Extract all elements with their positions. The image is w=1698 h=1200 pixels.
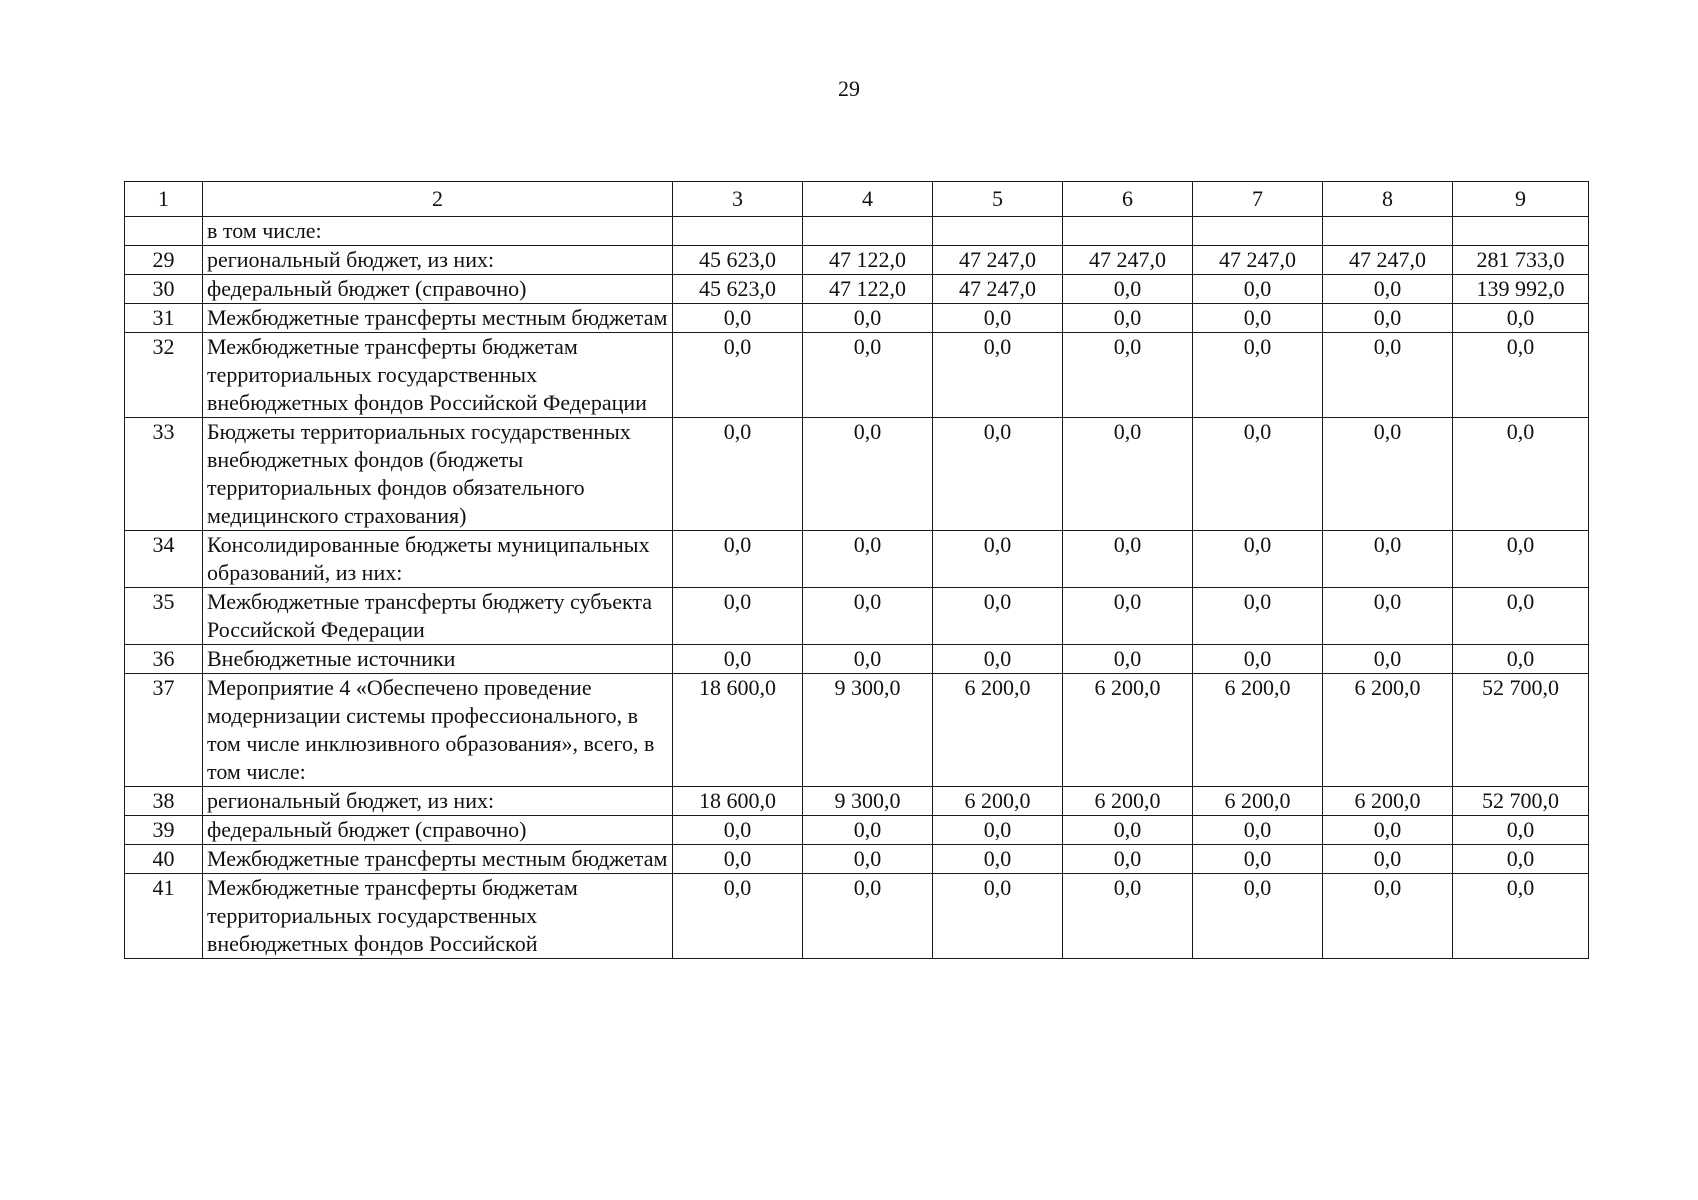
row-value-col-9: 52 700,0 <box>1453 674 1589 787</box>
column-header: 7 <box>1193 182 1323 217</box>
row-value-col-5: 0,0 <box>933 418 1063 531</box>
table-row <box>125 333 1589 418</box>
row-value-col-5: 0,0 <box>933 816 1063 845</box>
table-row <box>125 674 1589 787</box>
row-value-col-5: 6 200,0 <box>933 787 1063 816</box>
row-value-col-8: 6 200,0 <box>1323 674 1453 787</box>
row-value-col-5: 47 247,0 <box>933 246 1063 275</box>
table-row <box>125 874 1589 959</box>
row-number: 35 <box>125 588 203 645</box>
row-value-col-8: 0,0 <box>1323 845 1453 874</box>
table-row <box>125 787 1589 816</box>
row-name: Межбюджетные трансферты местным бюджетам <box>203 304 673 333</box>
row-value-col-3: 0,0 <box>673 845 803 874</box>
row-value-col-3: 0,0 <box>673 304 803 333</box>
row-value-col-4: 0,0 <box>803 418 933 531</box>
table-row <box>125 588 1589 645</box>
table-row <box>125 845 1589 874</box>
row-value-col-9: 139 992,0 <box>1453 275 1589 304</box>
row-value-col-4: 0,0 <box>803 588 933 645</box>
table-row <box>125 275 1589 304</box>
row-number: 31 <box>125 304 203 333</box>
row-number: 39 <box>125 816 203 845</box>
row-value-col-8: 0,0 <box>1323 418 1453 531</box>
row-value-col-4: 0,0 <box>803 845 933 874</box>
row-number <box>125 217 203 246</box>
row-name: федеральный бюджет (справочно) <box>203 816 673 845</box>
row-name: Межбюджетные трансферты бюджету субъекта Российской Федерации <box>203 588 673 645</box>
row-value-col-6: 0,0 <box>1063 845 1193 874</box>
row-number: 41 <box>125 874 203 959</box>
row-value-col-7: 6 200,0 <box>1193 674 1323 787</box>
row-value-col-5: 0,0 <box>933 588 1063 645</box>
row-value-col-7: 0,0 <box>1193 816 1323 845</box>
row-value-col-5: 47 247,0 <box>933 275 1063 304</box>
row-value-col-6: 0,0 <box>1063 588 1193 645</box>
row-value-col-7: 0,0 <box>1193 531 1323 588</box>
column-header: 4 <box>803 182 933 217</box>
column-header: 1 <box>125 182 203 217</box>
row-value-col-6: 0,0 <box>1063 333 1193 418</box>
row-value-col-9: 52 700,0 <box>1453 787 1589 816</box>
row-number: 37 <box>125 674 203 787</box>
row-value-col-4 <box>803 217 933 246</box>
row-number: 29 <box>125 246 203 275</box>
row-value-col-7: 0,0 <box>1193 874 1323 959</box>
table-row <box>125 418 1589 531</box>
row-value-col-6 <box>1063 217 1193 246</box>
row-value-col-7: 0,0 <box>1193 588 1323 645</box>
row-value-col-5: 6 200,0 <box>933 674 1063 787</box>
row-name: Межбюджетные трансферты местным бюджетам <box>203 845 673 874</box>
column-header: 8 <box>1323 182 1453 217</box>
row-name: федеральный бюджет (справочно) <box>203 275 673 304</box>
row-value-col-3: 0,0 <box>673 333 803 418</box>
row-value-col-4: 47 122,0 <box>803 246 933 275</box>
row-value-col-3: 0,0 <box>673 418 803 531</box>
row-value-col-3: 0,0 <box>673 874 803 959</box>
row-value-col-9: 0,0 <box>1453 531 1589 588</box>
row-value-col-7: 0,0 <box>1193 275 1323 304</box>
row-value-col-6: 0,0 <box>1063 645 1193 674</box>
row-value-col-4: 0,0 <box>803 816 933 845</box>
row-name: региональный бюджет, из них: <box>203 787 673 816</box>
row-value-col-3 <box>673 217 803 246</box>
row-value-col-7: 0,0 <box>1193 304 1323 333</box>
row-value-col-3: 0,0 <box>673 645 803 674</box>
column-header: 6 <box>1063 182 1193 217</box>
row-value-col-5: 0,0 <box>933 333 1063 418</box>
row-value-col-7: 0,0 <box>1193 418 1323 531</box>
row-name: региональный бюджет, из них: <box>203 246 673 275</box>
row-value-col-6: 0,0 <box>1063 304 1193 333</box>
row-value-col-6: 6 200,0 <box>1063 674 1193 787</box>
row-value-col-7: 0,0 <box>1193 845 1323 874</box>
row-value-col-8: 0,0 <box>1323 304 1453 333</box>
row-value-col-6: 0,0 <box>1063 275 1193 304</box>
row-number: 36 <box>125 645 203 674</box>
column-header: 5 <box>933 182 1063 217</box>
row-value-col-5: 0,0 <box>933 531 1063 588</box>
row-value-col-9: 0,0 <box>1453 588 1589 645</box>
row-value-col-6: 0,0 <box>1063 874 1193 959</box>
row-value-col-4: 0,0 <box>803 531 933 588</box>
row-number: 30 <box>125 275 203 304</box>
column-header: 9 <box>1453 182 1589 217</box>
row-name: Мероприятие 4 «Обеспечено проведение модернизации системы профессионального, в том числе инклюзивного образования», всего, в том числе: <box>203 674 673 787</box>
row-value-col-8: 0,0 <box>1323 816 1453 845</box>
row-value-col-8: 0,0 <box>1323 531 1453 588</box>
row-value-col-9: 0,0 <box>1453 874 1589 959</box>
row-value-col-5: 0,0 <box>933 845 1063 874</box>
table-row <box>125 304 1589 333</box>
table-row <box>125 531 1589 588</box>
row-value-col-7: 47 247,0 <box>1193 246 1323 275</box>
row-name: Межбюджетные трансферты бюджетам территориальных государственных внебюджетных фондов Российской Федерации <box>203 333 673 418</box>
row-number: 32 <box>125 333 203 418</box>
row-value-col-6: 47 247,0 <box>1063 246 1193 275</box>
row-value-col-8 <box>1323 217 1453 246</box>
row-value-col-7: 0,0 <box>1193 333 1323 418</box>
row-number: 33 <box>125 418 203 531</box>
row-number: 40 <box>125 845 203 874</box>
row-value-col-3: 45 623,0 <box>673 275 803 304</box>
row-value-col-7 <box>1193 217 1323 246</box>
column-header: 3 <box>673 182 803 217</box>
row-name: в том числе: <box>203 217 673 246</box>
budget-table <box>124 181 1589 959</box>
row-value-col-6: 0,0 <box>1063 816 1193 845</box>
row-value-col-7: 0,0 <box>1193 645 1323 674</box>
row-value-col-6: 6 200,0 <box>1063 787 1193 816</box>
row-value-col-6: 0,0 <box>1063 418 1193 531</box>
row-value-col-3: 18 600,0 <box>673 674 803 787</box>
row-name: Бюджеты территориальных государственных внебюджетных фондов (бюджеты территориальных фондов обязательного медицинского страхования) <box>203 418 673 531</box>
row-value-col-9: 281 733,0 <box>1453 246 1589 275</box>
row-value-col-4: 0,0 <box>803 874 933 959</box>
row-value-col-9: 0,0 <box>1453 418 1589 531</box>
row-number: 34 <box>125 531 203 588</box>
row-name: Консолидированные бюджеты муниципальных образований, из них: <box>203 531 673 588</box>
row-value-col-8: 0,0 <box>1323 874 1453 959</box>
table-row <box>125 246 1589 275</box>
row-value-col-3: 18 600,0 <box>673 787 803 816</box>
row-value-col-5: 0,0 <box>933 304 1063 333</box>
row-value-col-5: 0,0 <box>933 645 1063 674</box>
row-value-col-9: 0,0 <box>1453 816 1589 845</box>
row-value-col-8: 0,0 <box>1323 333 1453 418</box>
row-number: 38 <box>125 787 203 816</box>
table-row <box>125 816 1589 845</box>
row-value-col-3: 45 623,0 <box>673 246 803 275</box>
row-value-col-4: 9 300,0 <box>803 674 933 787</box>
row-value-col-3: 0,0 <box>673 531 803 588</box>
row-value-col-7: 6 200,0 <box>1193 787 1323 816</box>
row-value-col-4: 47 122,0 <box>803 275 933 304</box>
row-value-col-9: 0,0 <box>1453 845 1589 874</box>
row-value-col-6: 0,0 <box>1063 531 1193 588</box>
row-value-col-4: 0,0 <box>803 645 933 674</box>
row-value-col-4: 9 300,0 <box>803 787 933 816</box>
row-value-col-9: 0,0 <box>1453 645 1589 674</box>
row-value-col-8: 47 247,0 <box>1323 246 1453 275</box>
row-value-col-9: 0,0 <box>1453 333 1589 418</box>
column-header: 2 <box>203 182 673 217</box>
row-value-col-8: 0,0 <box>1323 275 1453 304</box>
row-value-col-4: 0,0 <box>803 304 933 333</box>
row-name: Внебюджетные источники <box>203 645 673 674</box>
row-value-col-4: 0,0 <box>803 333 933 418</box>
row-name: Межбюджетные трансферты бюджетам территориальных государственных внебюджетных фондов Российской <box>203 874 673 959</box>
row-value-col-8: 0,0 <box>1323 588 1453 645</box>
row-value-col-5 <box>933 217 1063 246</box>
row-value-col-8: 0,0 <box>1323 645 1453 674</box>
table-row <box>125 645 1589 674</box>
row-value-col-5: 0,0 <box>933 874 1063 959</box>
row-value-col-3: 0,0 <box>673 816 803 845</box>
table-header-row <box>125 182 1589 217</box>
table-row <box>125 217 1589 246</box>
row-value-col-3: 0,0 <box>673 588 803 645</box>
row-value-col-9: 0,0 <box>1453 304 1589 333</box>
row-value-col-9 <box>1453 217 1589 246</box>
page-number: 29 <box>838 76 860 101</box>
row-value-col-8: 6 200,0 <box>1323 787 1453 816</box>
